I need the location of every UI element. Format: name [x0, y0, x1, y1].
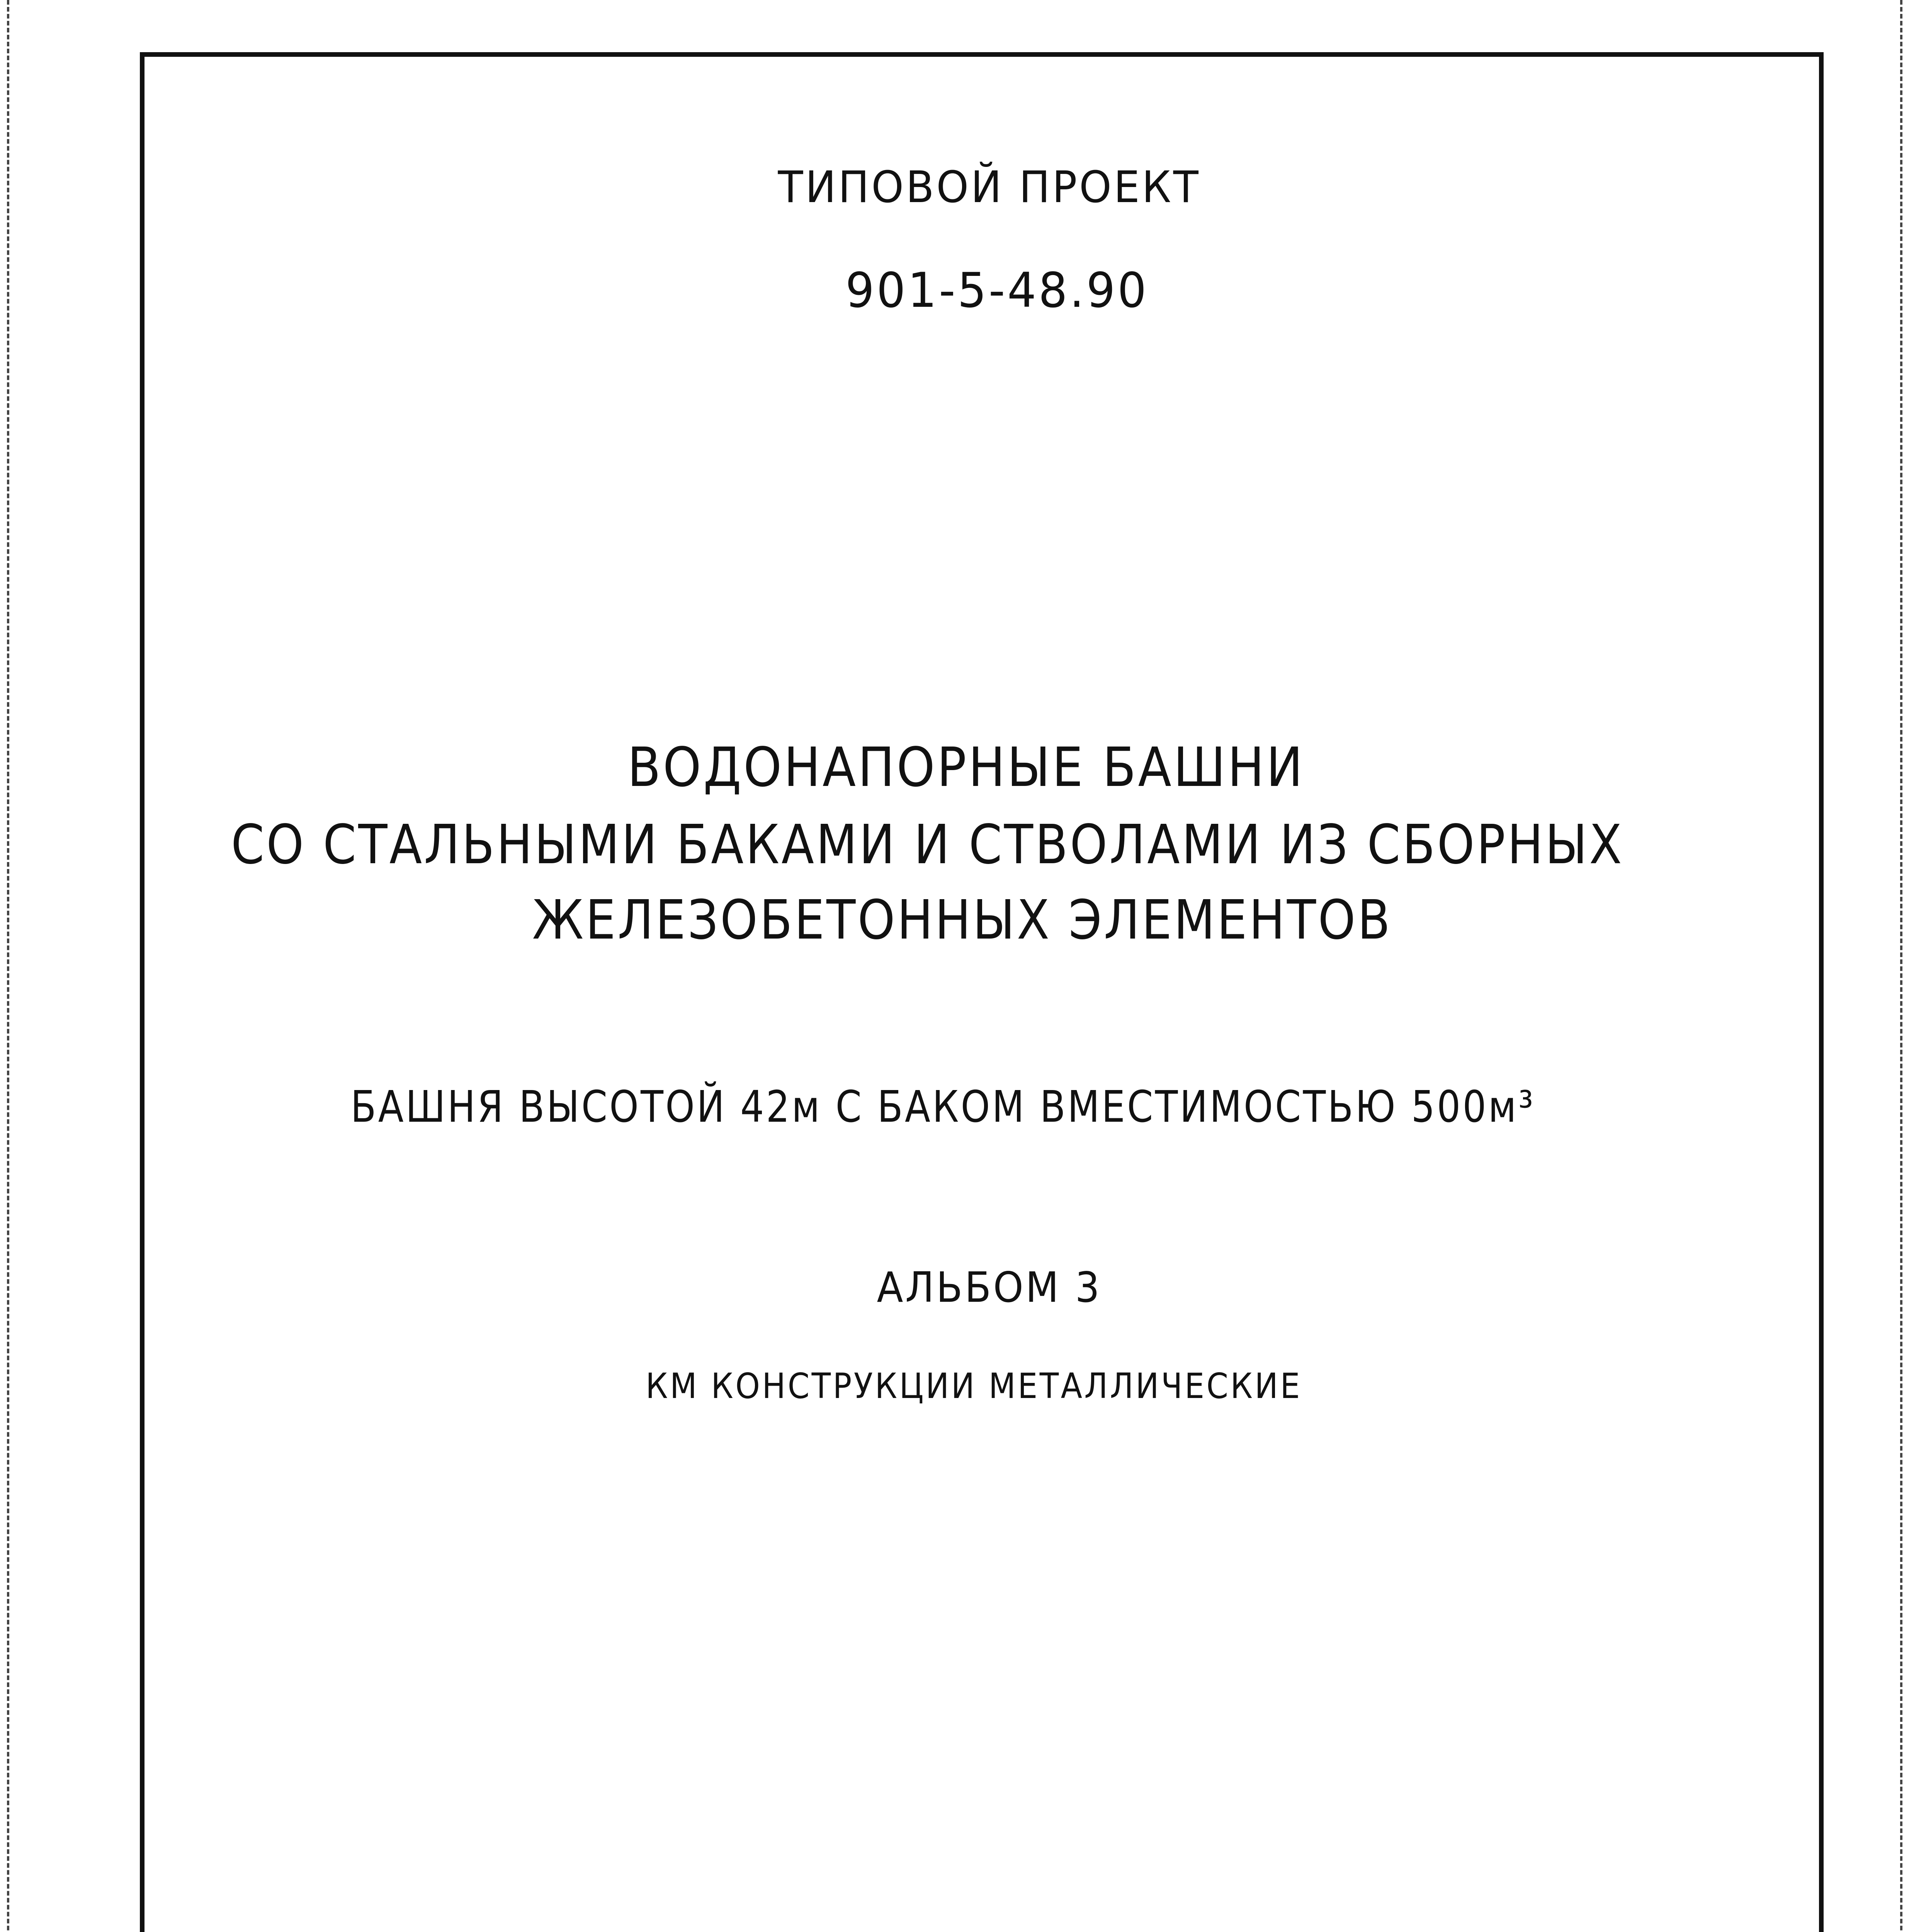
title-line-3: ЖЕЛЕЗОБЕТОННЫХ ЭЛЕМЕНТОВ	[532, 889, 1392, 952]
title-line-1: ВОДОНАПОРНЫЕ БАШНИ	[627, 736, 1305, 799]
section-label: КМ КОНСТРУКЦИИ МЕТАЛЛИЧЕСКИЕ	[645, 1366, 1302, 1406]
drawing-frame	[140, 52, 1824, 1932]
subtitle: БАШНЯ ВЫСОТОЙ 42м С БАКОМ ВМЕСТИМОСТЬЮ 500м³	[350, 1082, 1535, 1132]
project-code: 901-5-48.90	[845, 263, 1149, 318]
title-line-2: СО СТАЛЬНЫМИ БАКАМИ И СТВОЛАМИ ИЗ СБОРНЫХ	[231, 813, 1624, 876]
sheet-left-edge	[7, 0, 9, 1932]
album-label: АЛЬБОМ 3	[877, 1264, 1102, 1312]
project-label: ТИПОВОЙ ПРОЕКТ	[778, 162, 1201, 213]
